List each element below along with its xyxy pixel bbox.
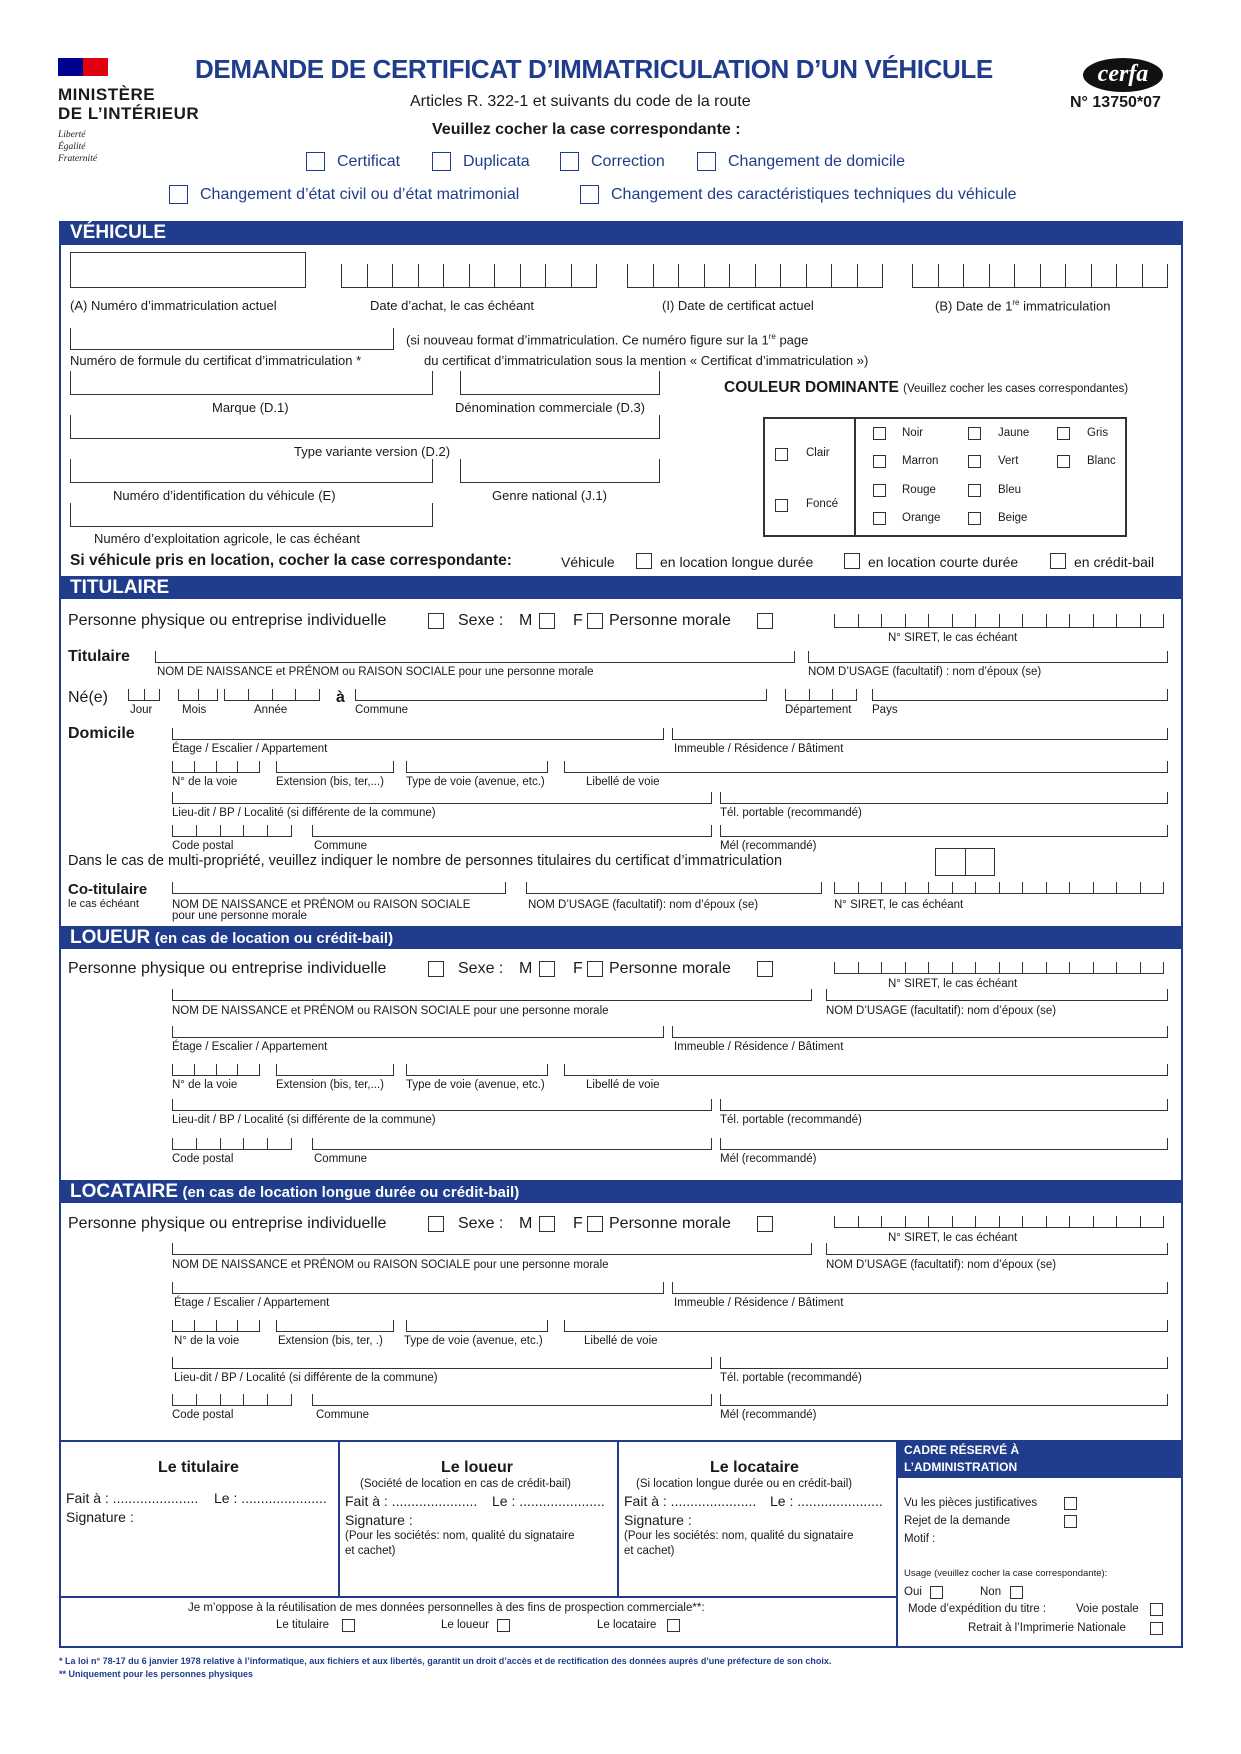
tit-a-label: à bbox=[336, 689, 345, 706]
label-blanc: Blanc bbox=[1087, 455, 1116, 467]
checkbox-bleu[interactable] bbox=[968, 484, 981, 497]
cotit-nom-field[interactable] bbox=[172, 882, 506, 894]
tit-pays-field[interactable] bbox=[872, 689, 1168, 701]
admin-checkbox-oui[interactable] bbox=[930, 1586, 943, 1599]
loc-immeuble-label: Immeuble / Résidence / Bâtiment bbox=[674, 1297, 844, 1309]
loc-cp-cells[interactable] bbox=[172, 1394, 292, 1406]
lou-etage-field[interactable] bbox=[172, 1026, 664, 1038]
lou-checkbox-m[interactable] bbox=[539, 961, 555, 977]
lou-cp-cells[interactable] bbox=[172, 1138, 292, 1150]
lou-pp-label: Personne physique ou entreprise individuelle bbox=[68, 960, 387, 977]
sig-locataire-sub: (Si location longue durée ou en crédit-bail) bbox=[636, 1478, 853, 1490]
admin-checkbox-imprimerie[interactable] bbox=[1150, 1622, 1163, 1635]
location-vehicule-label: Véhicule bbox=[561, 554, 615, 570]
genre-field[interactable] bbox=[460, 459, 660, 483]
exploitation-label: Numéro d’exploitation agricole, le cas échéant bbox=[94, 531, 360, 546]
marque-label: Marque (D.1) bbox=[212, 400, 289, 415]
lou-usage-label: NOM D’USAGE (facultatif): nom d’époux (se) bbox=[826, 1005, 1057, 1017]
checkbox-marron[interactable] bbox=[873, 455, 886, 468]
loc-etage-field[interactable] bbox=[172, 1282, 664, 1294]
lou-commune-field[interactable] bbox=[312, 1138, 712, 1150]
checkbox-clair[interactable] bbox=[775, 448, 788, 461]
loc-siret-cells[interactable] bbox=[834, 1216, 1164, 1228]
loc-cp-label: Code postal bbox=[172, 1409, 234, 1421]
sig-loueur-societes2: et cachet) bbox=[345, 1545, 396, 1557]
checkbox-beige[interactable] bbox=[968, 512, 981, 525]
sig-loueur-title: Le loueur bbox=[441, 1459, 514, 1476]
loc-tel-field[interactable] bbox=[720, 1357, 1168, 1369]
tit-sexe-label: Sexe : bbox=[458, 612, 504, 629]
label-beige: Beige bbox=[998, 512, 1028, 524]
tit-m-label: M bbox=[519, 612, 533, 629]
label-domicile: Changement de domicile bbox=[728, 153, 905, 170]
couleur-title: COULEUR DOMINANTE (Veuillez cocher les cases correspondantes) bbox=[724, 379, 1129, 396]
immat-field[interactable] bbox=[70, 252, 306, 288]
label-noir: Noir bbox=[902, 427, 924, 439]
lou-lieudit-field[interactable] bbox=[172, 1099, 712, 1111]
admin-title2: L’ADMINISTRATION bbox=[904, 1460, 1018, 1474]
tit-etage-label: Étage / Escalier / Appartement bbox=[172, 743, 328, 755]
footnote-1: * La loi n° 78-17 du 6 janvier 1978 relative à l’informatique, aux fichiers et aux libertés, garantit un droit d’accès et de rectification des données auprès d’une préfecture de son choix. bbox=[59, 1656, 832, 1666]
lou-f-label: F bbox=[573, 960, 583, 977]
admin-expedition-label: Mode d’expédition du titre : bbox=[908, 1603, 1047, 1615]
admin-motif-label: Motif : bbox=[904, 1533, 936, 1545]
lou-checkbox-f[interactable] bbox=[587, 961, 603, 977]
date-cert-label: (I) Date de certificat actuel bbox=[662, 298, 814, 313]
tit-siret-cells[interactable] bbox=[834, 614, 1164, 628]
tit-commune-field[interactable] bbox=[355, 689, 767, 701]
tit-pm-label: Personne morale bbox=[609, 612, 731, 629]
date-first-cells[interactable] bbox=[912, 264, 1168, 288]
lou-checkbox-pm[interactable] bbox=[757, 961, 773, 977]
sig-loueur-sub: (Société de location en cas de crédit-bail) bbox=[360, 1478, 571, 1490]
tit-checkbox-pm[interactable] bbox=[757, 613, 773, 629]
lou-checkbox-pp[interactable] bbox=[428, 961, 444, 977]
admin-title1: CADRE RÉSERVÉ À bbox=[904, 1443, 1020, 1457]
cotit-usage-label: NOM D’USAGE (facultatif): nom d’époux (se) bbox=[528, 899, 759, 911]
checkbox-rouge[interactable] bbox=[873, 484, 886, 497]
label-marron: Marron bbox=[902, 455, 939, 467]
lou-type-voie-field[interactable] bbox=[406, 1064, 548, 1076]
loc-usage-label: NOM D’USAGE (facultatif): nom d’époux (se) bbox=[826, 1259, 1057, 1271]
lou-immeuble-label: Immeuble / Résidence / Bâtiment bbox=[674, 1041, 844, 1053]
denomination-field[interactable] bbox=[460, 371, 660, 395]
loc-pm-label: Personne morale bbox=[609, 1215, 731, 1232]
ministry-line1: MINISTÈRE bbox=[58, 85, 156, 104]
loc-tel-label: Tél. portable (recommandé) bbox=[720, 1372, 862, 1384]
formule-label: Numéro de formule du certificat d’immatriculation * bbox=[70, 353, 362, 368]
cotit-sub-label: le cas échéant bbox=[68, 898, 139, 910]
loc-num-voie-label: N° de la voie bbox=[174, 1335, 240, 1347]
tit-titulaire-label: Titulaire bbox=[68, 648, 130, 665]
label-techniques: Changement des caractéristiques techniques du véhicule bbox=[611, 186, 1017, 203]
lou-type-voie-label: Type de voie (avenue, etc.) bbox=[406, 1079, 545, 1091]
tit-multi-label: Dans le cas de multi-propriété, veuillez indiquer le nombre de personnes titulaires du certificat d’immatriculation bbox=[68, 853, 783, 869]
sig-locataire-societes: (Pour les sociétés: nom, qualité du signataire bbox=[624, 1530, 854, 1542]
tit-mois-cells[interactable] bbox=[178, 689, 218, 701]
sig-titulaire-signature: Signature : bbox=[66, 1509, 134, 1525]
loc-libelle-field[interactable] bbox=[564, 1320, 1168, 1332]
tit-dept-label: Département bbox=[785, 704, 852, 716]
genre-label: Genre national (J.1) bbox=[492, 488, 607, 503]
tit-annee-label: Année bbox=[254, 704, 288, 716]
checkbox-duplicata[interactable] bbox=[432, 152, 451, 171]
type-variante-label: Type variante version (D.2) bbox=[294, 444, 451, 459]
opposition-loueur-label: Le loueur bbox=[441, 1619, 489, 1631]
cotit-usage-field[interactable] bbox=[526, 882, 822, 894]
lou-tel-field[interactable] bbox=[720, 1099, 1168, 1111]
footnote-2: ** Uniquement pour les personnes physiques bbox=[59, 1669, 254, 1679]
checkbox-correction[interactable] bbox=[560, 152, 579, 171]
exploitation-field[interactable] bbox=[70, 503, 433, 527]
tit-usage-label: NOM D’USAGE (facultatif) : nom d’époux (se) bbox=[808, 666, 1042, 678]
sig-loueur-fait: Fait à : ...................... bbox=[345, 1493, 478, 1509]
lou-etage-label: Étage / Escalier / Appartement bbox=[172, 1041, 328, 1053]
cotit-nom-label: NOM DE NAISSANCE et PRÉNOM ou RAISON SOCIALE bbox=[172, 899, 471, 911]
loc-lieudit-field[interactable] bbox=[172, 1357, 712, 1369]
loc-ext-label: Extension (bis, ter, .) bbox=[278, 1335, 383, 1347]
tit-mel-field[interactable] bbox=[720, 825, 1168, 837]
page-title: DEMANDE DE CERTIFICAT D’IMMATRICULATION D’UN VÉHICULE bbox=[195, 54, 993, 84]
cotit-siret-label: N° SIRET, le cas échéant bbox=[834, 899, 964, 911]
lou-m-label: M bbox=[519, 960, 533, 977]
sig-locataire-title: Le locataire bbox=[710, 1459, 799, 1476]
location-courte-label: en location courte durée bbox=[868, 554, 1019, 570]
lou-immeuble-field[interactable] bbox=[672, 1026, 1168, 1038]
tit-jour-cells[interactable] bbox=[128, 689, 160, 701]
opposition-checkbox-loueur[interactable] bbox=[497, 1619, 510, 1632]
tit-libelle-field[interactable] bbox=[564, 761, 1168, 773]
tit-mois-label: Mois bbox=[182, 704, 207, 716]
tit-usage-field[interactable] bbox=[808, 651, 1168, 663]
section-loueur: LOUEUR (en cas de location ou crédit-bail) bbox=[60, 926, 1182, 949]
sig-locataire-fait: Fait à : ...................... bbox=[624, 1493, 757, 1509]
tit-immeuble-field[interactable] bbox=[672, 728, 1168, 740]
cotit-label: Co-titulaire bbox=[68, 881, 148, 898]
sig-titulaire-fait: Fait à : ...................... bbox=[66, 1490, 199, 1506]
formule-field[interactable] bbox=[70, 328, 394, 350]
checkbox-certificat[interactable] bbox=[306, 152, 325, 171]
tit-type-voie-label: Type de voie (avenue, etc.) bbox=[406, 776, 545, 788]
date-achat-cells[interactable] bbox=[341, 264, 597, 288]
label-duplicata: Duplicata bbox=[463, 153, 530, 170]
lou-mel-label: Mél (recommandé) bbox=[720, 1153, 817, 1165]
tit-commune2-field[interactable] bbox=[312, 825, 712, 837]
lou-libelle-label: Libellé de voie bbox=[586, 1079, 660, 1091]
loc-pp-label: Personne physique ou entreprise individuelle bbox=[68, 1215, 387, 1232]
tit-nom-field[interactable] bbox=[155, 651, 795, 663]
ministry-line2: DE L’INTÉRIEUR bbox=[58, 104, 200, 123]
tit-libelle-label: Libellé de voie bbox=[586, 776, 660, 788]
vin-field[interactable] bbox=[70, 459, 433, 483]
type-variante-field[interactable] bbox=[70, 415, 660, 439]
checkbox-domicile[interactable] bbox=[697, 152, 716, 171]
tit-lieudit-label: Lieu-dit / BP / Localité (si différente de la commune) bbox=[172, 807, 436, 819]
tit-num-voie-cells[interactable] bbox=[172, 761, 260, 773]
lou-libelle-field[interactable] bbox=[564, 1064, 1168, 1076]
date-achat-label: Date d’achat, le cas échéant bbox=[370, 298, 535, 313]
section-locataire: LOCATAIRE (en cas de location longue durée ou crédit-bail) bbox=[60, 1180, 1182, 1203]
label-vert: Vert bbox=[998, 455, 1019, 467]
checkbox-location-longue[interactable] bbox=[636, 553, 652, 569]
loc-ext-field[interactable] bbox=[276, 1320, 394, 1332]
loc-num-voie-cells[interactable] bbox=[172, 1320, 260, 1332]
tit-dept-cells[interactable] bbox=[785, 689, 857, 701]
location-label: Si véhicule pris en location, cocher la case correspondante: bbox=[70, 552, 512, 569]
tit-lieudit-field[interactable] bbox=[172, 792, 712, 804]
sig-locataire-signature: Signature : bbox=[624, 1512, 692, 1528]
tit-ext-field[interactable] bbox=[276, 761, 394, 773]
admin-non-label: Non bbox=[980, 1586, 1002, 1598]
loc-mel-field[interactable] bbox=[720, 1394, 1168, 1406]
loc-commune-label: Commune bbox=[316, 1409, 370, 1421]
tit-ne-label: Né(e) bbox=[68, 689, 109, 706]
loc-sexe-label: Sexe : bbox=[458, 1215, 504, 1232]
tit-nom-label: NOM DE NAISSANCE et PRÉNOM ou RAISON SOCIALE pour une personne morale bbox=[157, 666, 594, 678]
vin-label: Numéro d’identification du véhicule (E) bbox=[113, 488, 336, 503]
label-certificat: Certificat bbox=[337, 153, 401, 170]
tit-type-voie-field[interactable] bbox=[406, 761, 548, 773]
lou-pm-label: Personne morale bbox=[609, 960, 731, 977]
section-titulaire: TITULAIRE bbox=[60, 576, 1182, 599]
tit-f-label: F bbox=[573, 612, 583, 629]
checkbox-noir[interactable] bbox=[873, 427, 886, 440]
tit-mel-label: Mél (recommandé) bbox=[720, 840, 817, 852]
tit-tel-field[interactable] bbox=[720, 792, 1168, 804]
opposition-checkbox-locataire[interactable] bbox=[667, 1619, 680, 1632]
label-orange: Orange bbox=[902, 512, 941, 524]
cotit-nom-label2: pour une personne morale bbox=[172, 910, 307, 922]
opposition-titulaire-label: Le titulaire bbox=[276, 1619, 330, 1631]
tit-etage-field[interactable] bbox=[172, 728, 664, 740]
tit-ext-label: Extension (bis, ter,...) bbox=[276, 776, 385, 788]
lou-mel-field[interactable] bbox=[720, 1138, 1168, 1150]
cotit-siret-cells[interactable] bbox=[834, 882, 1164, 894]
admin-checkbox-voie-postale[interactable] bbox=[1150, 1603, 1163, 1616]
page-subtitle: Articles R. 322-1 et suivants du code de la route bbox=[410, 93, 751, 110]
cerfa-number: N° 13750*07 bbox=[1070, 94, 1161, 111]
tit-checkbox-f[interactable] bbox=[587, 613, 603, 629]
tit-cp-cells[interactable] bbox=[172, 825, 292, 837]
lou-lieudit-label: Lieu-dit / BP / Localité (si différente de la commune) bbox=[172, 1114, 436, 1126]
label-bleu: Bleu bbox=[998, 484, 1022, 496]
date-cert-cells[interactable] bbox=[627, 264, 883, 288]
formule-label2: du certificat d’immatriculation sous la mention « Certificat d’immatriculation ») bbox=[424, 353, 869, 368]
lou-siret-cells[interactable] bbox=[834, 962, 1164, 974]
admin-rejet-label: Rejet de la demande bbox=[904, 1515, 1011, 1527]
lou-ext-field[interactable] bbox=[276, 1064, 394, 1076]
tit-tel-label: Tél. portable (recommandé) bbox=[720, 807, 862, 819]
loc-mel-label: Mél (recommandé) bbox=[720, 1409, 817, 1421]
admin-imprimerie-label: Retrait à l’Imprimerie Nationale bbox=[968, 1622, 1126, 1634]
tit-checkbox-m[interactable] bbox=[539, 613, 555, 629]
tit-multi-field[interactable] bbox=[935, 848, 995, 876]
checkbox-orange[interactable] bbox=[873, 512, 886, 525]
sig-loueur-signature: Signature : bbox=[345, 1512, 413, 1528]
lou-sexe-label: Sexe : bbox=[458, 960, 504, 977]
lou-nom-field[interactable] bbox=[172, 989, 812, 1001]
motto-fraternite: Fraternité bbox=[58, 154, 98, 164]
loc-etage-label: Étage / Escalier / Appartement bbox=[174, 1297, 330, 1309]
opposition-text: Je m’oppose à la réutilisation de mes données personnelles à des fins de prospection commerciale**: bbox=[188, 1602, 705, 1614]
tit-annee-cells[interactable] bbox=[224, 689, 320, 701]
loc-nom-field[interactable] bbox=[172, 1243, 812, 1255]
tit-siret-label: N° SIRET, le cas échéant bbox=[888, 632, 1018, 644]
lou-ext-label: Extension (bis, ter,...) bbox=[276, 1079, 385, 1091]
label-correction: Correction bbox=[591, 153, 665, 170]
label-etat-civil: Changement d’état civil ou d’état matrimonial bbox=[200, 186, 520, 203]
loc-checkbox-m[interactable] bbox=[539, 1216, 555, 1232]
tit-domicile-label: Domicile bbox=[68, 725, 135, 742]
loc-lieudit-label: Lieu-dit / BP / Localité (si différente de la commune) bbox=[174, 1372, 438, 1384]
admin-voie-postale-label: Voie postale bbox=[1076, 1603, 1139, 1615]
lou-nom-label: NOM DE NAISSANCE et PRÉNOM ou RAISON SOCIALE pour une personne morale bbox=[172, 1005, 609, 1017]
sig-titulaire-le: Le : ...................... bbox=[214, 1490, 327, 1506]
sig-titulaire-title: Le titulaire bbox=[158, 1459, 239, 1476]
lou-siret-label: N° SIRET, le cas échéant bbox=[888, 978, 1018, 990]
checkbox-techniques[interactable] bbox=[580, 185, 599, 204]
checkbox-credit-bail[interactable] bbox=[1050, 553, 1066, 569]
location-credit-label: en crédit-bail bbox=[1074, 554, 1155, 570]
loc-checkbox-pm[interactable] bbox=[757, 1216, 773, 1232]
loc-checkbox-f[interactable] bbox=[587, 1216, 603, 1232]
sig-loueur-le: Le : ...................... bbox=[492, 1493, 605, 1509]
section-vehicule: VÉHICULE bbox=[60, 221, 1182, 245]
loc-m-label: M bbox=[519, 1215, 533, 1232]
label-jaune: Jaune bbox=[998, 427, 1030, 439]
label-fonce: Foncé bbox=[806, 498, 838, 510]
lou-cp-label: Code postal bbox=[172, 1153, 234, 1165]
loc-checkbox-pp[interactable] bbox=[428, 1216, 444, 1232]
motto-liberte: Liberté bbox=[58, 130, 86, 140]
lou-tel-label: Tél. portable (recommandé) bbox=[720, 1114, 862, 1126]
loc-type-voie-field[interactable] bbox=[406, 1320, 548, 1332]
opposition-checkbox-titulaire[interactable] bbox=[342, 1619, 355, 1632]
lou-commune-label: Commune bbox=[314, 1153, 368, 1165]
sig-locataire-le: Le : ...................... bbox=[770, 1493, 883, 1509]
checkbox-fonce[interactable] bbox=[775, 499, 788, 512]
instruction: Veuillez cocher la case correspondante : bbox=[432, 121, 741, 138]
tit-commune2-label: Commune bbox=[314, 840, 368, 852]
admin-checkbox-pieces[interactable] bbox=[1064, 1497, 1077, 1510]
location-longue-label: en location longue durée bbox=[660, 554, 814, 570]
admin-oui-label: Oui bbox=[904, 1586, 922, 1598]
loc-libelle-label: Libellé de voie bbox=[584, 1335, 658, 1347]
checkbox-location-courte[interactable] bbox=[844, 553, 860, 569]
lou-num-voie-label: N° de la voie bbox=[172, 1079, 238, 1091]
loc-siret-label: N° SIRET, le cas échéant bbox=[888, 1232, 1018, 1244]
checkbox-vert[interactable] bbox=[968, 455, 981, 468]
tit-num-voie-label: N° de la voie bbox=[172, 776, 238, 788]
date-first-label: (B) Date de 1re immatriculation bbox=[935, 298, 1111, 314]
marque-field[interactable] bbox=[70, 371, 433, 395]
label-rouge: Rouge bbox=[902, 484, 936, 496]
admin-pieces-label: Vu les pièces justificatives bbox=[904, 1497, 1038, 1509]
tit-cp-label: Code postal bbox=[172, 840, 234, 852]
label-gris: Gris bbox=[1087, 427, 1109, 439]
couleur-box bbox=[763, 417, 1127, 537]
checkbox-etat-civil[interactable] bbox=[169, 185, 188, 204]
loc-usage-field[interactable] bbox=[826, 1243, 1168, 1255]
formule-note: (si nouveau format d’immatriculation. Ce numéro figure sur la 1re page bbox=[406, 332, 809, 348]
sig-locataire-societes2: et cachet) bbox=[624, 1545, 675, 1557]
loc-nom-label: NOM DE NAISSANCE et PRÉNOM ou RAISON SOCIALE pour une personne morale bbox=[172, 1259, 609, 1271]
tit-pays-label: Pays bbox=[872, 704, 898, 716]
sig-loueur-societes: (Pour les sociétés: nom, qualité du signataire bbox=[345, 1530, 575, 1542]
tit-commune-label: Commune bbox=[355, 704, 409, 716]
lou-usage-field[interactable] bbox=[826, 989, 1168, 1001]
loc-immeuble-field[interactable] bbox=[672, 1282, 1168, 1294]
cerfa-logo: cerfa bbox=[1083, 58, 1163, 92]
immat-label: (A) Numéro d’immatriculation actuel bbox=[70, 298, 277, 313]
marianne-logo bbox=[58, 58, 108, 76]
admin-usage-label: Usage (veuillez cocher la case correspondante): bbox=[904, 1568, 1108, 1579]
loc-type-voie-label: Type de voie (avenue, etc.) bbox=[404, 1335, 543, 1347]
tit-immeuble-label: Immeuble / Résidence / Bâtiment bbox=[674, 743, 844, 755]
motto-egalite: Égalité bbox=[58, 142, 86, 152]
tit-checkbox-pp[interactable] bbox=[428, 613, 444, 629]
admin-checkbox-rejet[interactable] bbox=[1064, 1515, 1077, 1528]
checkbox-jaune[interactable] bbox=[968, 427, 981, 440]
loc-f-label: F bbox=[573, 1215, 583, 1232]
lou-num-voie-cells[interactable] bbox=[172, 1064, 260, 1076]
denomination-label: Dénomination commerciale (D.3) bbox=[455, 400, 646, 415]
checkbox-blanc[interactable] bbox=[1057, 455, 1070, 468]
admin-checkbox-non[interactable] bbox=[1010, 1586, 1023, 1599]
loc-commune-field[interactable] bbox=[312, 1394, 712, 1406]
label-clair: Clair bbox=[806, 447, 830, 459]
tit-jour-label: Jour bbox=[130, 704, 153, 716]
checkbox-gris[interactable] bbox=[1057, 427, 1070, 440]
opposition-locataire-label: Le locataire bbox=[597, 1619, 657, 1631]
tit-pp-label: Personne physique ou entreprise individuelle bbox=[68, 612, 387, 629]
